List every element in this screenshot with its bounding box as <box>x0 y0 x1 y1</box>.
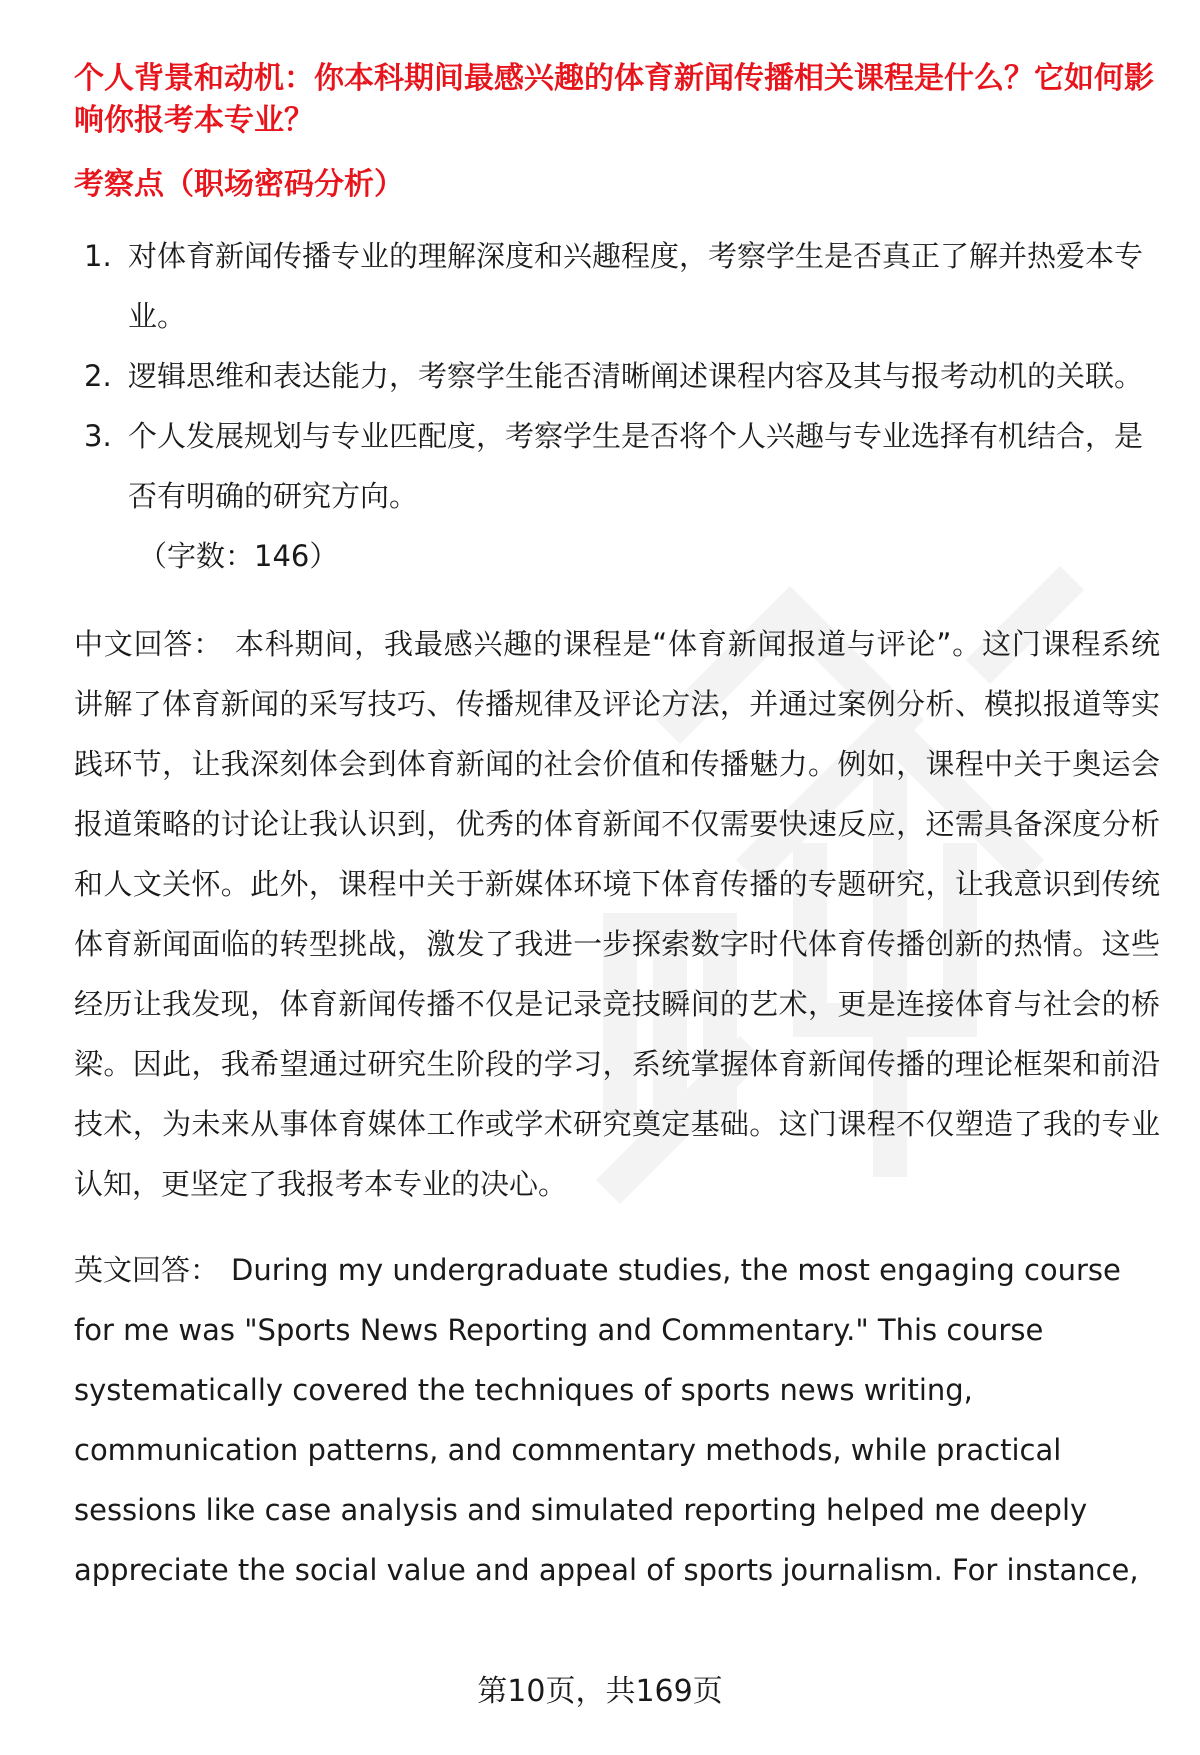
assessment-point-2 <box>74 346 1160 406</box>
point-number: 1. <box>84 239 112 273</box>
chinese-answer-label: 中文回答： <box>74 627 224 661</box>
point-number: 2. <box>84 359 112 393</box>
word-count: （字数：146） <box>138 539 339 573</box>
point-number: 3. <box>84 419 112 453</box>
english-answer-label: 英文回答： <box>74 1253 220 1287</box>
english-answer-text: During my undergraduate studies, the most engaging course for me was "Sports News Reporting and Commentary." This course systematically covered the techniques of sports news writing, communication patterns, and commentary methods, while practical sessions like case analysis and simulated reporting helped me deeply appreciate the social value and appeal of sports journalism. For instance, <box>74 1253 1139 1587</box>
point-text: 逻辑思维和表达能力，考察学生能否清晰阐述课程内容及其与报考动机的关联。 <box>128 359 1144 393</box>
point-text: 个人发展规划与专业匹配度，考察学生是否将个人兴趣与专业选择有机结合，是否有明确的研究方向。 <box>128 419 1144 513</box>
page-footer: 第10页，共169页 <box>477 1674 723 1709</box>
assessment-points <box>74 226 1160 526</box>
chinese-answer <box>74 614 1160 1214</box>
chinese-answer-text: 本科期间，我最感兴趣的课程是“体育新闻报道与评论”。这门课程系统讲解了体育新闻的采写技巧、传播规律及评论方法，并通过案例分析、模拟报道等实践环节，让我深刻体会到体育新闻的社会价值和传播魅力。例如，课程中关于奥运会报道策略的讨论让我认识到，优秀的体育新闻不仅需要快速反应，还需具备深度分析和人文关怀。此外，课程中关于新媒体环境下体育传播的专题研究，让我意识到传统体育新闻面临的转型挑战，激发了我进一步探索数字时代体育传播创新的热情。这些经历让我发现，体育新闻传播不仅是记录竞技瞬间的艺术，更是连接体育与社会的桥梁。因此，我希望通过研究生阶段的学习，系统掌握体育新闻传播的理论框架和前沿技术，为未来从事体育媒体工作或学术研究奠定基础。这门课程不仅塑造了我的专业认知，更坚定了我报考本专业的决心。 <box>74 627 1160 1201</box>
assessment-point-1 <box>74 226 1160 346</box>
english-answer <box>74 1240 1160 1600</box>
assessment-heading: 考察点（职场密码分析） <box>74 167 404 202</box>
point-text: 对体育新闻传播专业的理解深度和兴趣程度，考察学生是否真正了解并热爱本专业。 <box>128 239 1144 333</box>
assessment-point-3 <box>74 406 1160 526</box>
question-title: 个人背景和动机：你本科期间最感兴趣的体育新闻传播相关课程是什么？它如何影响你报考本专业？ <box>74 61 1154 138</box>
document-page <box>74 58 1160 1600</box>
